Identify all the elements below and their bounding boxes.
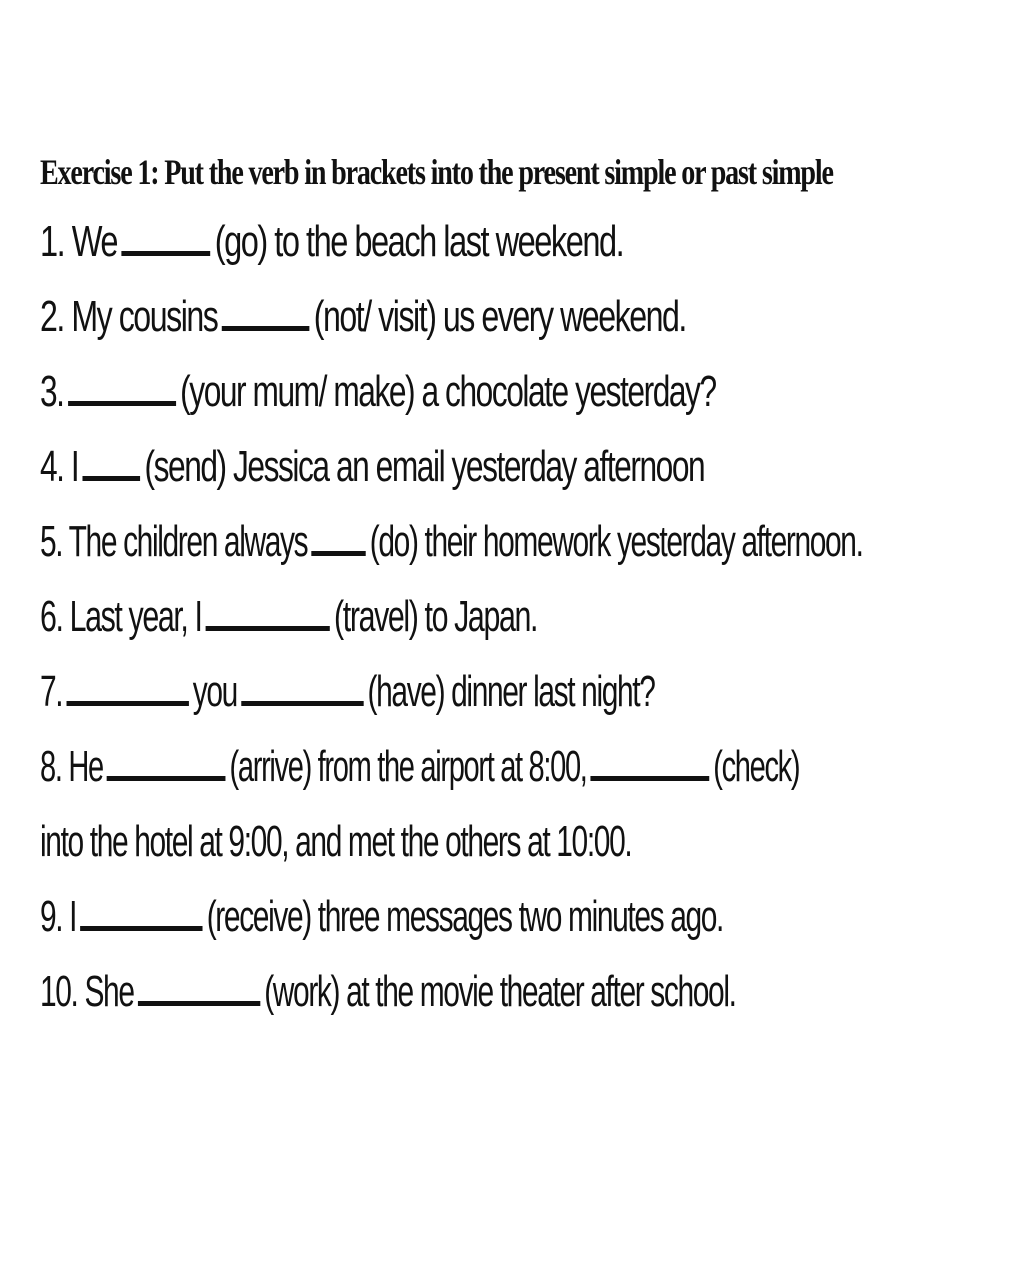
answer-blank [241,667,363,706]
exercise-item-1 [40,204,765,279]
item-10-suffix: (work) at the movie theater after school. [264,967,736,1016]
answer-blank [222,292,310,331]
answer-blank [138,967,260,1006]
exercise-item-5 [40,504,863,579]
answer-blank [590,742,709,781]
answer-blank [107,742,226,781]
answer-blank [121,217,210,256]
item-2-suffix: (not/ visit) us every weekend. [313,292,686,341]
answer-blank [66,667,188,706]
worksheet [40,140,1020,1029]
item-7-prefix: 7. [40,667,63,716]
item-7-middle: you [192,667,237,716]
exercise-item-9 [40,879,724,954]
answer-blank [80,892,202,931]
exercise-item-10 [40,954,736,1029]
item-6-suffix: (travel) to Japan. [334,592,538,641]
item-3-prefix: 3. [40,367,64,416]
item-6-prefix: 6. Last year, I [40,592,202,641]
item-4-suffix: (send) Jessica an email yesterday afternoon [144,442,705,491]
item-1-suffix: (go) to the beach last weekend. [214,217,624,266]
answer-blank [311,517,365,556]
item-5-prefix: 5. The children always [40,517,308,566]
item-5-suffix: (do) their homework yesterday afternoon. [369,517,863,566]
item-8-middle: (arrive) from the airport at 8:00, [229,742,587,791]
item-8-prefix: 8. He [40,742,103,791]
answer-blank [83,442,141,481]
exercise-item-4 [40,429,746,504]
item-9-suffix: (receive) three messages two minutes ago. [206,892,724,941]
exercise-title: Exercise 1: Put the verb in brackets into the present simple or past simple [40,152,833,192]
item-7-suffix: (have) dinner last night? [367,667,655,716]
item-2-prefix: 2. My cousins [40,292,218,341]
exercise-item-8 [40,729,800,804]
exercise-item-3 [40,354,746,429]
answer-blank [206,592,330,631]
exercise-item-8-continued [40,804,706,879]
item-3-suffix: (your mum/ make) a chocolate yesterday? [180,367,716,416]
exercise-item-7 [40,654,706,729]
exercise-item-6 [40,579,716,654]
item-1-prefix: 1. We [40,217,118,266]
item-8-suffix: (check) [713,742,800,791]
item-9-prefix: 9. I [40,892,77,941]
item-10-prefix: 10. She [40,967,134,1016]
answer-blank [68,367,176,406]
item-4-prefix: 4. I [40,442,79,491]
item-8-continuation: into the hotel at 9:00, and met the others at 10:00. [40,817,632,866]
exercise-item-2 [40,279,755,354]
